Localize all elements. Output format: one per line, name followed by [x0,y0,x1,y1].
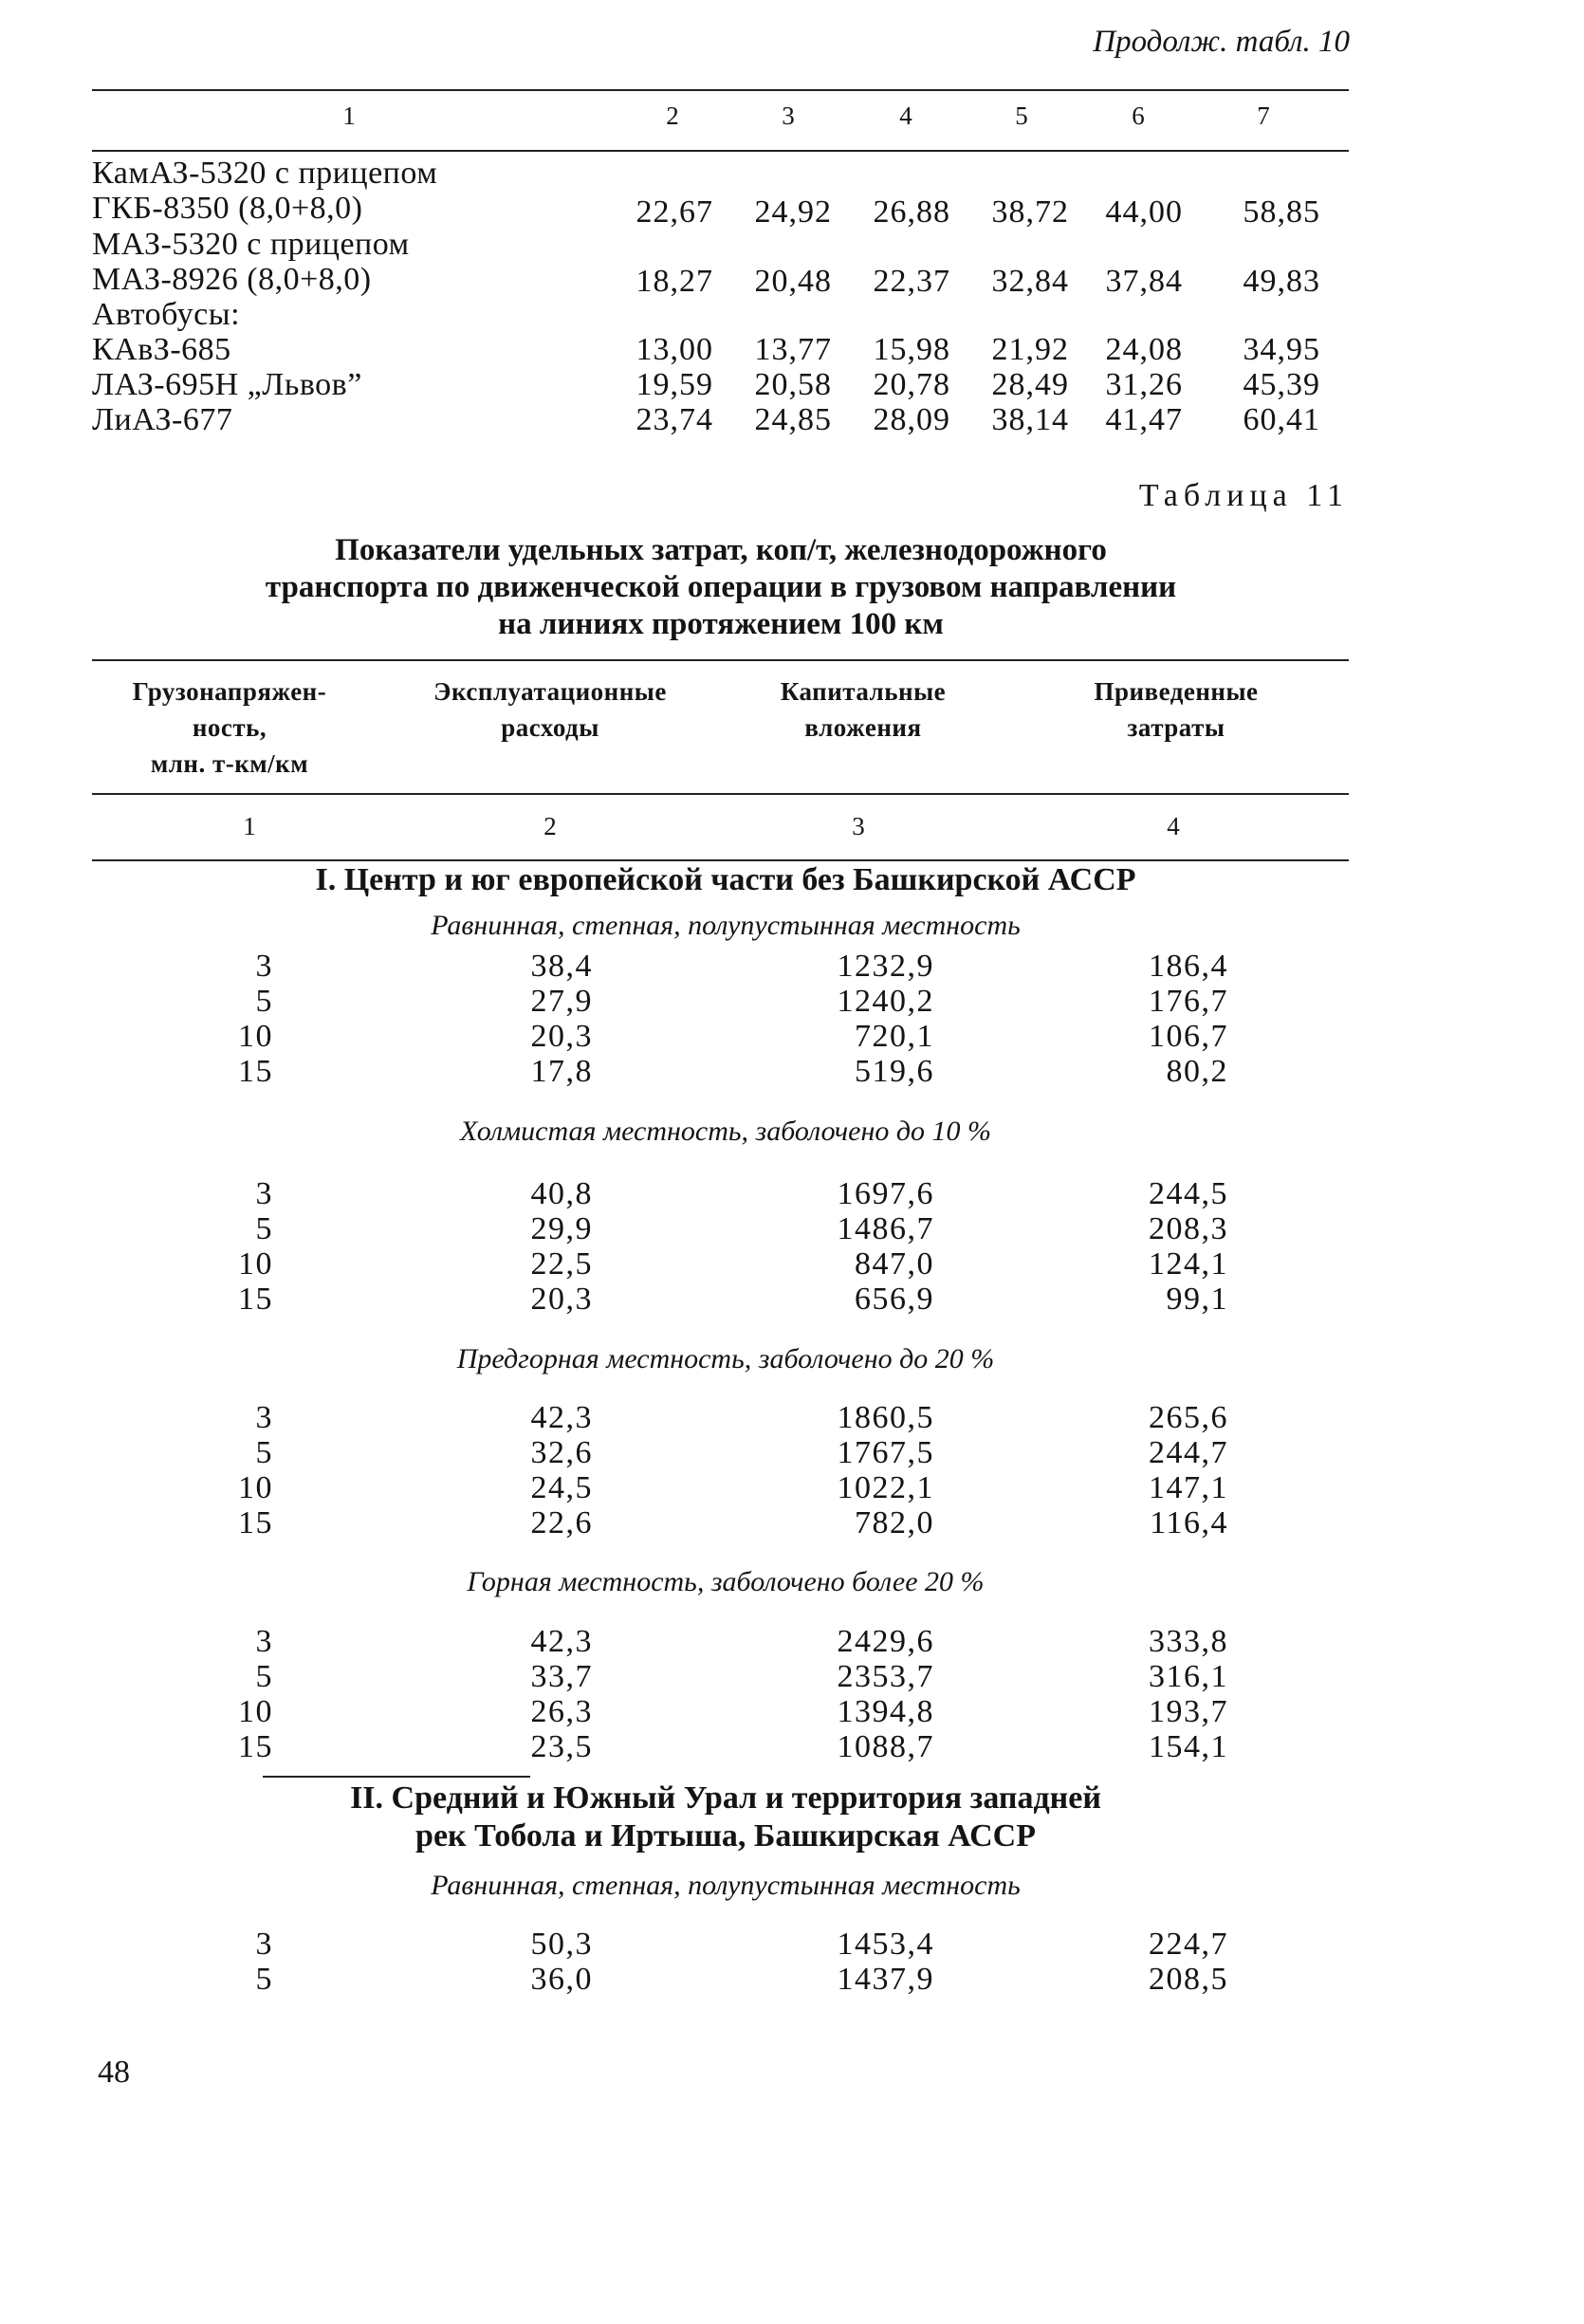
table10-cell: 38,72 [991,194,1069,230]
table11-cell: 5 [255,1962,273,1997]
table10-cell: 22,37 [873,264,950,299]
table11-cell: 519,6 [855,1054,934,1089]
table11-cell: 147,1 [1149,1470,1228,1505]
table11-cell: 176,7 [1149,984,1228,1019]
table10-header-col-4: 4 [899,101,912,130]
table11-title-line: транспорта по движенческой операции в грузовом направлении [265,570,1177,604]
col-header-line: вложения [804,713,922,742]
table10-row-label: КАвЗ-685 [92,332,231,367]
table11-title [152,532,1290,643]
table11-cell: 1022,1 [837,1470,934,1505]
table11-cell: 5 [255,1435,273,1470]
section-title [95,861,1356,899]
table10-row-label: КамАЗ-5320 с прицепом [92,156,438,191]
table11-cell: 22,6 [530,1505,593,1540]
table11-cell: 847,0 [855,1246,934,1282]
table11-cell: 1437,9 [837,1962,934,1997]
table11-cell: 1767,5 [837,1435,934,1470]
table11-label: Таблица 11 [1138,478,1349,513]
table11-cell: 1860,5 [837,1400,934,1435]
table11-cell: 5 [255,1659,273,1694]
table11-cell: 32,6 [530,1435,593,1470]
table10-cell: 34,95 [1243,332,1320,367]
table11-cell: 15 [238,1505,273,1540]
table11-cell: 36,0 [530,1962,593,1997]
table11-cell: 10 [238,1470,273,1505]
table10-cell: 13,00 [635,332,713,367]
col-header-line: расходы [501,713,599,742]
table11-col-number: 1 [243,812,256,840]
col-header-line: ность, [192,713,267,742]
subsection-title: Холмистая местность, заболочено до 10 % [459,1116,992,1147]
section-title [95,1780,1356,1855]
table10-header-col-7: 7 [1257,101,1270,130]
table10-row-label: МАЗ-8926 (8,0+8,0) [92,262,372,297]
table10-cell: 49,83 [1243,264,1320,299]
table10-row-label: МАЗ-5320 с прицепом [92,227,410,262]
table11-cell: 20,3 [530,1282,593,1317]
table11-cell: 38,4 [530,949,593,984]
col-header-line: затраты [1127,713,1225,742]
section-title-line: рек Тобола и Иртыша, Башкирская АССР [415,1818,1036,1854]
table11-cell: 1240,2 [837,984,934,1019]
table11-cell: 186,4 [1149,949,1228,984]
table11-cell: 154,1 [1149,1729,1228,1764]
table11-title-line: Показатели удельных затрат, коп/т, железнодорожного [335,533,1107,567]
table11-cell: 316,1 [1149,1659,1228,1694]
subsection-title: Горная местность, заболочено более 20 % [467,1566,985,1597]
table11-col-number: 3 [852,812,865,840]
table11-cell: 224,7 [1149,1927,1228,1962]
table10-cell: 23,74 [635,402,713,437]
table11-cell: 208,3 [1149,1211,1228,1246]
col-header-line: млн. т-км/км [150,749,309,778]
table10-header-rule [92,150,1349,152]
table10-cell: 32,84 [991,264,1069,299]
table11-cell: 10 [238,1019,273,1054]
table10-cell: 26,88 [873,194,950,230]
table10-header-col-5: 5 [1015,101,1028,130]
table11-cell: 3 [255,1400,273,1435]
subsection-title: Предгорная местность, заболочено до 20 % [456,1343,995,1374]
table10-cell: 22,67 [635,194,713,230]
table11-cell: 1697,6 [837,1176,934,1211]
table11-cell: 42,3 [530,1624,593,1659]
table10-row-label: Автобусы: [92,297,241,332]
table11-cell: 782,0 [855,1505,934,1540]
table11-cell: 15 [238,1729,273,1764]
table11-cell: 15 [238,1282,273,1317]
table11-cell: 99,1 [1166,1282,1228,1317]
table11-cell: 26,3 [530,1694,593,1729]
continuation-note: Продолж. табл. 10 [1093,25,1350,59]
table11-cell: 29,9 [530,1211,593,1246]
table10-cell: 20,48 [754,264,832,299]
col-header-line: Грузонапряжен- [132,677,327,706]
table11-cell: 106,7 [1149,1019,1228,1054]
table11-header-rule [92,793,1349,795]
table11-cell: 656,9 [855,1282,934,1317]
table10-cell: 24,92 [754,194,832,230]
table11-cell: 17,8 [530,1054,593,1089]
table11-cell: 244,5 [1149,1176,1228,1211]
table11-cell: 265,6 [1149,1400,1228,1435]
table10-cell: 18,27 [635,264,713,299]
table10-cell: 21,92 [991,332,1069,367]
table11-col-header-1 [120,673,339,782]
table11-top-rule [92,659,1349,661]
table11-cell: 50,3 [530,1927,593,1962]
table10-row-label: ЛиАЗ-677 [92,402,233,437]
table10-header-col-6: 6 [1132,101,1145,130]
col-header-line: Эксплуатационные [433,677,667,706]
table11-cell: 5 [255,984,273,1019]
table11-cell: 40,8 [530,1176,593,1211]
table10-top-rule [92,89,1349,91]
table11-cell: 23,5 [530,1729,593,1764]
table10-cell: 24,08 [1105,332,1183,367]
section-title-line: II. Средний и Южный Урал и территория западней [350,1780,1101,1816]
table10-header-col-2: 2 [666,101,679,130]
table11-title-line: на линиях протяжением 100 км [498,607,944,641]
table11-cell: 27,9 [530,984,593,1019]
table10-cell: 28,49 [991,367,1069,402]
table11-cell: 20,3 [530,1019,593,1054]
table11-cell: 333,8 [1149,1624,1228,1659]
table11-cell: 24,5 [530,1470,593,1505]
table11-col-header-3 [730,673,996,746]
table11-cell: 3 [255,949,273,984]
section-title-line: I. Центр и юг европейской части без Башкирской АССР [315,862,1136,897]
table10-cell: 20,78 [873,367,950,402]
table11-cell: 244,7 [1149,1435,1228,1470]
table10-cell: 41,47 [1105,402,1183,437]
table11-cell: 10 [238,1246,273,1282]
table11-cell: 15 [238,1054,273,1089]
stray-line [263,1776,530,1778]
table11-col-number: 2 [543,812,557,840]
table11-cell: 5 [255,1211,273,1246]
table10-cell: 45,39 [1243,367,1320,402]
table11-cell: 124,1 [1149,1246,1228,1282]
page-number: 48 [98,2055,130,2090]
table11-cell: 22,5 [530,1246,593,1282]
table11-cell: 42,3 [530,1400,593,1435]
table11-cell: 116,4 [1150,1505,1228,1540]
subsection-title: Равнинная, степная, полупустынная местность [431,1870,1021,1901]
col-header-line: Капитальные [780,677,947,706]
table10-header-col-3: 3 [782,101,795,130]
table11-cell: 208,5 [1149,1962,1228,1997]
table11-cell: 3 [255,1624,273,1659]
table11-col-header-2 [398,673,702,746]
table10-cell: 13,77 [754,332,832,367]
col-header-line: Приведенные [1094,677,1259,706]
table10-cell: 37,84 [1105,264,1183,299]
table10-cell: 15,98 [873,332,950,367]
table11-cell: 3 [255,1176,273,1211]
table10-cell: 20,58 [754,367,832,402]
table10-cell: 28,09 [873,402,950,437]
table11-cell: 1486,7 [837,1211,934,1246]
table11-cell: 80,2 [1166,1054,1228,1089]
table11-cell: 193,7 [1149,1694,1228,1729]
table10-cell: 38,14 [991,402,1069,437]
table11-cell: 2353,7 [837,1659,934,1694]
table10-cell: 24,85 [754,402,832,437]
table10-cell: 58,85 [1243,194,1320,230]
table10-cell: 60,41 [1243,402,1320,437]
table10-row-label: ГКБ-8350 (8,0+8,0) [92,191,363,226]
table11-cell: 1088,7 [837,1729,934,1764]
table11-cell: 2429,6 [837,1624,934,1659]
table11-col-header-4 [1053,673,1299,746]
table11-cell: 720,1 [855,1019,934,1054]
table10-cell: 31,26 [1105,367,1183,402]
table10-header-col-1: 1 [342,101,356,130]
table10-row-label: ЛАЗ-695Н „Львов” [92,367,362,402]
table11-cell: 1232,9 [837,949,934,984]
table11-cell: 3 [255,1927,273,1962]
table11-cell: 1453,4 [837,1927,934,1962]
table11-col-number: 4 [1167,812,1180,840]
table11-cell: 33,7 [530,1659,593,1694]
table10-cell: 19,59 [635,367,713,402]
table10-cell: 44,00 [1105,194,1183,230]
subsection-title: Равнинная, степная, полупустынная местность [431,910,1021,941]
table11-cell: 1394,8 [837,1694,934,1729]
table11-cell: 10 [238,1694,273,1729]
